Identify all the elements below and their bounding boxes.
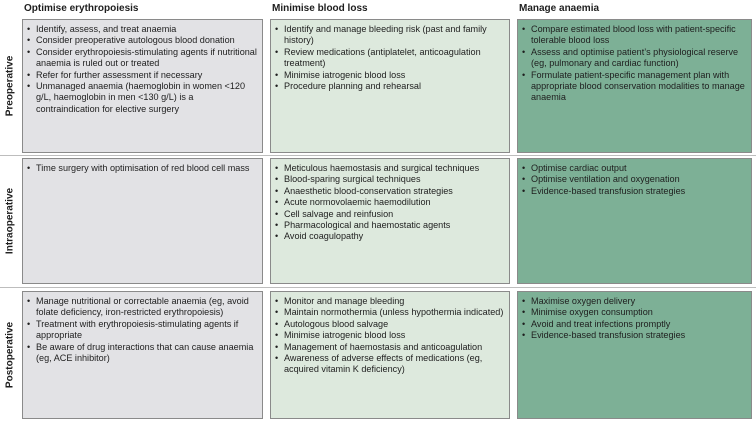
list-item: • Unmanaged anaemia (haemoglobin in women <120 g/L, haemoglobin in men <130 g/L) is a contraindication for elective surgery xyxy=(27,81,258,115)
list-item: • Meticulous haemostasis and surgical techniques xyxy=(275,163,505,174)
row-label-postoperative: Postoperative xyxy=(4,321,16,389)
bullet-list xyxy=(27,296,258,364)
list-item: • Identify and manage bleeding risk (past and family history) xyxy=(275,24,505,47)
list-item: • Procedure planning and rehearsal xyxy=(275,81,505,92)
column-header-optimise-erythropoiesis: Optimise erythropoiesis xyxy=(24,3,139,14)
list-item: • Awareness of adverse effects of medications (eg, acquired vitamin K deficiency) xyxy=(275,353,505,376)
list-item: • Review medications (antiplatelet, anticoagulation treatment) xyxy=(275,47,505,70)
list-item: • Avoid coagulopathy xyxy=(275,231,505,242)
cell-intraoperative-anaemia xyxy=(517,158,752,284)
list-item: • Time surgery with optimisation of red blood cell mass xyxy=(27,163,258,174)
list-item: • Consider preoperative autologous blood donation xyxy=(27,35,258,46)
list-item: • Pharmacological and haemostatic agents xyxy=(275,220,505,231)
cell-intraoperative-blood-loss xyxy=(270,158,510,284)
cell-preoperative-blood-loss xyxy=(270,19,510,153)
list-item: • Manage nutritional or correctable anaemia (eg, avoid folate deficiency, iron-restricted erythropoiesis) xyxy=(27,296,258,319)
list-item: • Avoid and treat infections promptly xyxy=(522,319,747,330)
list-item: • Evidence-based transfusion strategies xyxy=(522,330,747,341)
bullet-list xyxy=(275,163,505,243)
cell-intraoperative-erythropoiesis xyxy=(22,158,263,284)
list-item: • Compare estimated blood loss with patient-specific tolerable blood loss xyxy=(522,24,747,47)
list-item: • Minimise iatrogenic blood loss xyxy=(275,70,505,81)
list-item: • Be aware of drug interactions that can cause anaemia (eg, ACE inhibitor) xyxy=(27,342,258,365)
list-item: • Acute normovolaemic haemodilution xyxy=(275,197,505,208)
list-item: • Assess and optimise patient’s physiological reserve (eg, pulmonary and cardiac function) xyxy=(522,47,747,70)
cell-preoperative-anaemia xyxy=(517,19,752,153)
row-label-preoperative: Preoperative xyxy=(4,55,16,117)
bullet-list xyxy=(522,24,747,104)
list-item: • Blood-sparing surgical techniques xyxy=(275,174,505,185)
list-item: • Autologous blood salvage xyxy=(275,319,505,330)
cell-postoperative-anaemia xyxy=(517,291,752,419)
list-item: • Treatment with erythropoiesis-stimulating agents if appropriate xyxy=(27,319,258,342)
cell-preoperative-erythropoiesis xyxy=(22,19,263,153)
bullet-list xyxy=(275,24,505,92)
list-item: • Optimise ventilation and oxygenation xyxy=(522,174,747,185)
bullet-list xyxy=(522,163,747,197)
bullet-list xyxy=(522,296,747,342)
list-item: • Cell salvage and reinfusion xyxy=(275,209,505,220)
row-divider xyxy=(0,287,756,288)
cell-postoperative-blood-loss xyxy=(270,291,510,419)
column-header-manage-anaemia: Manage anaemia xyxy=(519,3,600,14)
list-item: • Monitor and manage bleeding xyxy=(275,296,505,307)
bullet-list xyxy=(27,163,258,174)
list-item: • Consider erythropoiesis-stimulating agents if nutritional anaemia is ruled out or treated xyxy=(27,47,258,70)
row-divider xyxy=(0,155,756,156)
row-label-intraoperative: Intraoperative xyxy=(4,187,16,255)
list-item: • Maintain normothermia (unless hypothermia indicated) xyxy=(275,307,505,318)
list-item: • Evidence-based transfusion strategies xyxy=(522,186,747,197)
list-item: • Anaesthetic blood-conservation strategies xyxy=(275,186,505,197)
list-item: • Management of haemostasis and anticoagulation xyxy=(275,342,505,353)
list-item: • Minimise iatrogenic blood loss xyxy=(275,330,505,341)
bullet-list xyxy=(275,296,505,376)
list-item: • Formulate patient-specific management plan with appropriate blood conservation modalities to manage anaemia xyxy=(522,70,747,104)
list-item: • Identify, assess, and treat anaemia xyxy=(27,24,258,35)
list-item: • Maximise oxygen delivery xyxy=(522,296,747,307)
bullet-list xyxy=(27,24,258,115)
list-item: • Minimise oxygen consumption xyxy=(522,307,747,318)
column-header-minimise-blood-loss: Minimise blood loss xyxy=(272,3,368,14)
list-item: • Optimise cardiac output xyxy=(522,163,747,174)
cell-postoperative-erythropoiesis xyxy=(22,291,263,419)
list-item: • Refer for further assessment if necessary xyxy=(27,70,258,81)
